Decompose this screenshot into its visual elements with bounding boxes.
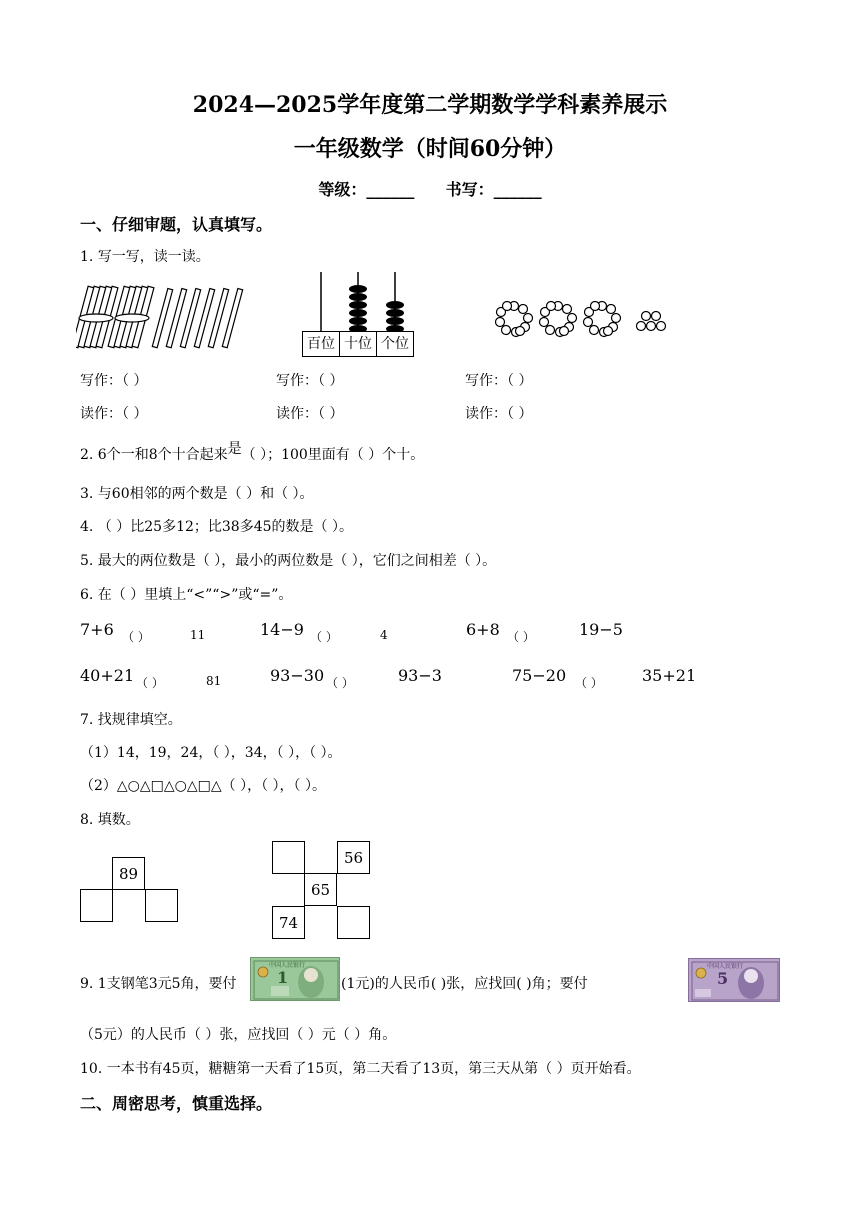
place-ones: 个位 (381, 336, 409, 352)
one-yuan-note (250, 957, 340, 1001)
writing-label: 书写：______ (445, 180, 542, 199)
q6-r1-val-b: 11 (190, 628, 206, 642)
q8a-box-left[interactable] (80, 889, 113, 922)
q6-r1-expr-f: 19−5 (579, 620, 623, 639)
q8b-box-top-left[interactable] (272, 841, 305, 874)
page-title: 2024—2025学年度第二学期数学学科素养展示 (192, 92, 668, 118)
q6-r2-expr-a: 40+21 (80, 666, 135, 685)
q7-line-1[interactable]: （1）14，19，24，（ ），34，（ ），（ ）。 (80, 745, 342, 761)
q10-line[interactable]: 10. 一本书有45页，糖糖第一天看了15页，第二天看了13页，第三天从第（ ）页开始看。 (80, 1061, 641, 1077)
bead-ring-2 (540, 302, 577, 337)
q3-line[interactable]: 3. 与60相邻的两个数是（ ）和（ ）。 (80, 486, 314, 502)
grade-label: 等级：______ (318, 180, 415, 199)
abacus-place-labels (302, 331, 414, 357)
loose-beads (637, 312, 666, 331)
q8-prompt: 8. 填数。 (80, 812, 140, 828)
q6-r1-expr-c: 14−9 (260, 620, 304, 639)
one-yuan-note-value: 1 (277, 968, 289, 987)
bead-ring-3 (584, 302, 621, 337)
q8a-box-right[interactable] (145, 889, 178, 922)
q6-r1-blank-2[interactable]: （ ） (310, 630, 338, 644)
q6-r1-expr-e: 6+8 (466, 620, 500, 639)
one-yuan-note-bank: 中国人民银行 (269, 962, 306, 969)
q1-read-2[interactable]: 读作：（ ） (276, 406, 344, 422)
page-subtitle: 一年级数学（时间60分钟） (293, 136, 567, 162)
q6-prompt: 6. 在（ ）里填上“<”“>”或“=”。 (80, 587, 293, 603)
q8b-box-74: 74 (272, 906, 305, 939)
bead-groups-image (494, 300, 679, 340)
place-hundreds: 百位 (303, 332, 340, 356)
q1-read-1[interactable]: 读作：（ ） (80, 406, 148, 422)
q1-write-2[interactable]: 写作：（ ） (276, 373, 344, 389)
q8a-box-89: 89 (112, 857, 145, 890)
q8b-box-56: 56 (337, 841, 370, 874)
q1-read-3[interactable]: 读作：（ ） (465, 406, 533, 422)
q1-prompt: 1. 写一写，读一读。 (80, 249, 210, 265)
q6-r2-blank-2[interactable]: （ ） (326, 676, 354, 690)
q6-r1-blank-3[interactable]: （ ） (507, 630, 535, 644)
q2-text-b: 是 (227, 441, 242, 457)
section-2-heading: 二、周密思考，慎重选择。 (80, 1094, 273, 1113)
q6-r2-blank-3[interactable]: （ ） (575, 676, 603, 690)
q1-write-1[interactable]: 写作：（ ） (80, 373, 148, 389)
q9-text-b[interactable]: (1元)的人民币( )张，应找回( )角；要付 (341, 976, 588, 992)
place-tens: 十位 (340, 332, 377, 356)
q6-r2-blank-1[interactable]: （ ） (136, 676, 164, 690)
q6-r2-expr-f: 35+21 (642, 666, 697, 685)
q8b-box-65: 65 (304, 873, 337, 906)
section-1-heading: 一、仔细审题，认真填写。 (80, 215, 273, 234)
q2-text-a: 2. 6个一和8个十合起来 (80, 447, 228, 463)
q2-text-c[interactable]: （ ）；100里面有（ ）个十。 (241, 447, 425, 463)
q6-r2-val-b: 81 (206, 674, 222, 688)
q6-r1-val-d: 4 (380, 628, 388, 642)
q7-line-2[interactable]: （2）△○△□△○△□△（ ），（ ），（ ）。 (80, 778, 326, 794)
q6-r1-expr-a: 7+6 (80, 620, 114, 639)
q9-text-a: 9. 1支钢笔3元5角，要付 (80, 976, 237, 992)
q6-r2-expr-e: 75−20 (512, 666, 567, 685)
abacus-rods (302, 272, 414, 332)
q2-line (80, 441, 425, 464)
q4-line[interactable]: 4. （ ）比25多12；比38多45的数是（ ）。 (80, 519, 353, 535)
q1-write-3[interactable]: 写作：（ ） (465, 373, 533, 389)
q6-r1-blank-1[interactable]: （ ） (122, 630, 150, 644)
five-yuan-note (688, 958, 780, 1002)
q9-text-c[interactable]: （5元）的人民币（ ）张，应找回（ ）元（ ）角。 (80, 1027, 397, 1043)
single-sticks (152, 289, 242, 348)
q6-r2-val-d: 93−3 (398, 666, 442, 685)
q5-line[interactable]: 5. 最大的两位数是（ ），最小的两位数是（ ），它们之间相差（ ）。 (80, 553, 497, 569)
five-yuan-note-value: 5 (717, 969, 729, 988)
abacus-image (302, 272, 414, 358)
bead-ring-1 (496, 302, 533, 337)
five-yuan-note-bank: 中国人民银行 (707, 963, 744, 970)
q6-r2-expr-c: 93−30 (270, 666, 325, 685)
q8b-box-bottom-right[interactable] (337, 906, 370, 939)
q7-prompt: 7. 找规律填空。 (80, 712, 182, 728)
grade-writing-line (0, 177, 860, 200)
stick-bundles-image (76, 278, 246, 354)
